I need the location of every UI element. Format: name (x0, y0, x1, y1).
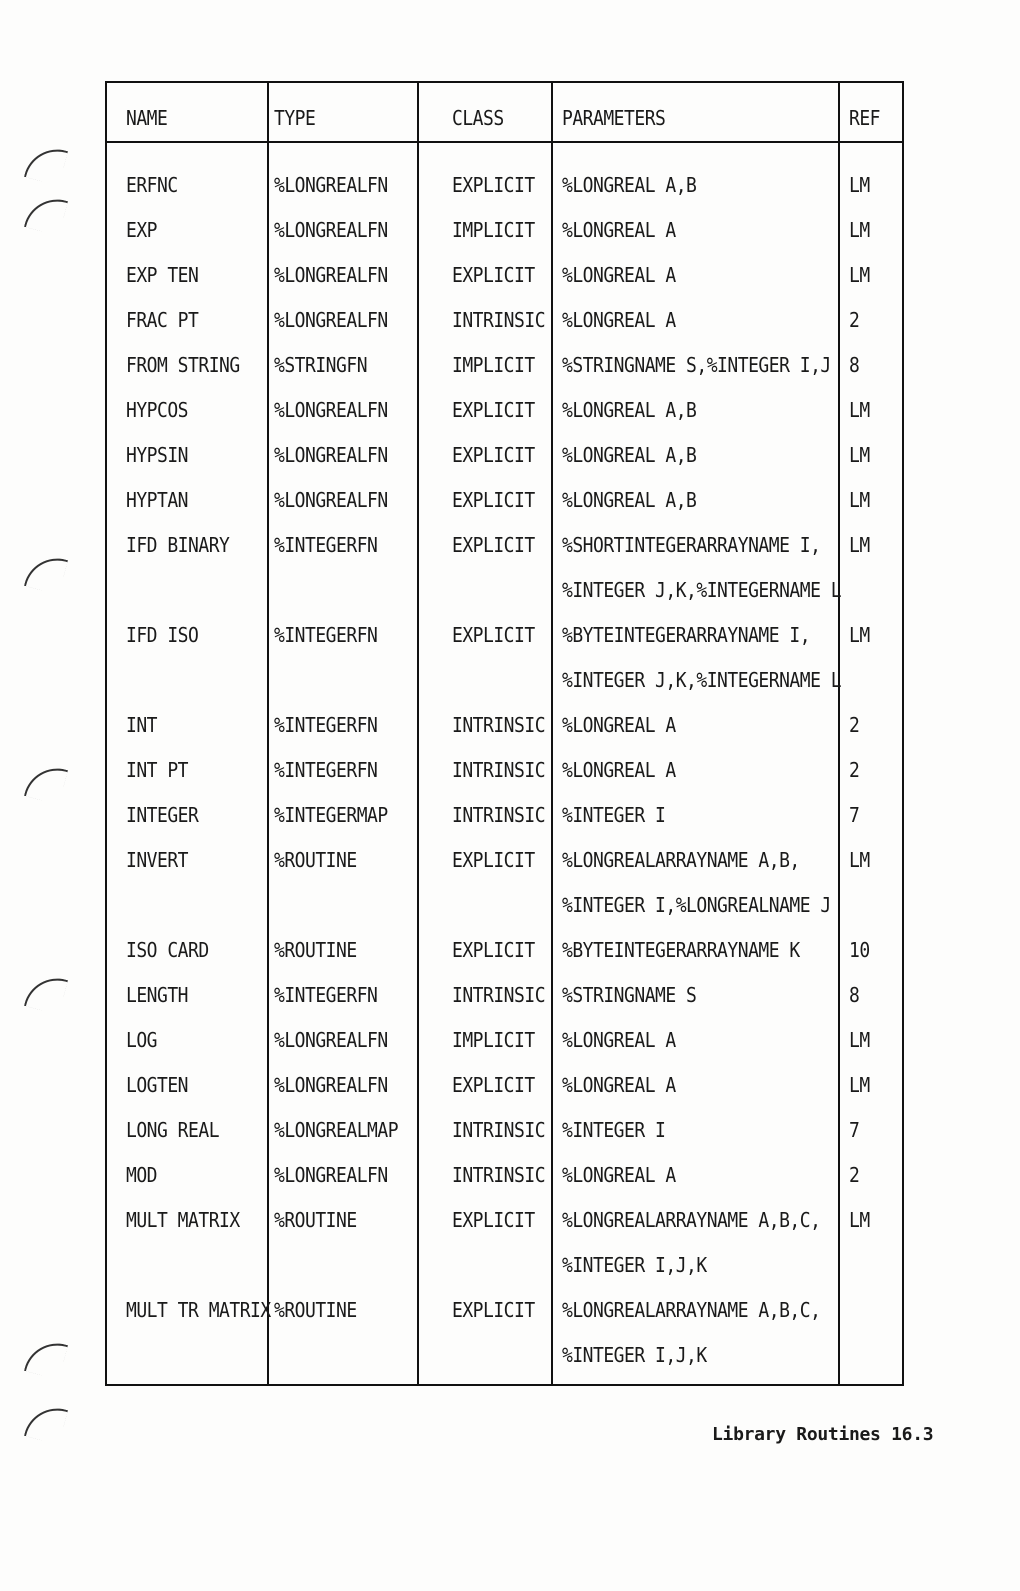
cell-ref: LM (849, 219, 870, 243)
cell-parameters: %LONGREAL A (562, 759, 676, 783)
cell-class: EXPLICIT (452, 939, 535, 963)
cell-class: IMPLICIT (452, 219, 535, 243)
cell-class: INTRINSIC (452, 984, 546, 1008)
cell-ref: LM (849, 1029, 870, 1053)
cell-name: IFD BINARY (126, 534, 230, 558)
punch-mark (24, 551, 68, 595)
cell-ref: LM (849, 624, 870, 648)
cell-class: INTRINSIC (452, 1119, 546, 1143)
cell-name: LONG REAL (126, 1119, 220, 1143)
cell-type: %INTEGERFN (274, 624, 378, 648)
cell-parameters: %LONGREAL A,B (562, 399, 697, 423)
cell-ref: 2 (849, 759, 860, 783)
cell-parameters: %SHORTINTEGERARRAYNAME I, (562, 534, 821, 558)
cell-class: EXPLICIT (452, 624, 535, 648)
cell-parameters: %LONGREAL A (562, 309, 676, 333)
cell-ref: LM (849, 1074, 870, 1098)
cell-name: INT (126, 714, 158, 738)
cell-name: INT PT (126, 759, 189, 783)
cell-parameters: %INTEGER I,%LONGREALNAME J (562, 894, 831, 918)
cell-type: %STRINGFN (274, 354, 368, 378)
cell-type: %INTEGERFN (274, 534, 378, 558)
cell-parameters: %INTEGER I (562, 1119, 666, 1143)
cell-class: EXPLICIT (452, 849, 535, 873)
cell-type: %INTEGERFN (274, 714, 378, 738)
cell-parameters: %INTEGER J,K,%INTEGERNAME L (562, 579, 842, 603)
cell-name: LOG (126, 1029, 158, 1053)
cell-name: LENGTH (126, 984, 189, 1008)
cell-parameters: %LONGREAL A (562, 219, 676, 243)
cell-type: %LONGREALFN (274, 399, 388, 423)
cell-ref: LM (849, 399, 870, 423)
cell-class: EXPLICIT (452, 264, 535, 288)
punch-mark (24, 1336, 68, 1380)
cell-type: %LONGREALFN (274, 1029, 388, 1053)
cell-name: EXP TEN (126, 264, 199, 288)
cell-ref: LM (849, 174, 870, 198)
cell-class: EXPLICIT (452, 534, 535, 558)
cell-name: INVERT (126, 849, 189, 873)
header-ref: REF (849, 107, 881, 131)
cell-class: EXPLICIT (452, 444, 535, 468)
cell-name: EXP (126, 219, 158, 243)
cell-class: EXPLICIT (452, 1074, 535, 1098)
header-type: TYPE (274, 107, 316, 131)
header-class: CLASS (452, 107, 504, 131)
cell-ref: LM (849, 1209, 870, 1233)
cell-class: INTRINSIC (452, 804, 546, 828)
cell-parameters: %STRINGNAME S,%INTEGER I,J (562, 354, 831, 378)
cell-ref: 2 (849, 714, 860, 738)
cell-ref: LM (849, 444, 870, 468)
cell-parameters: %LONGREAL A (562, 1074, 676, 1098)
cell-parameters: %LONGREAL A (562, 1164, 676, 1188)
punch-mark (24, 1401, 68, 1445)
cell-ref: LM (849, 264, 870, 288)
cell-ref: 7 (849, 1119, 860, 1143)
cell-parameters: %INTEGER I,J,K (562, 1344, 707, 1368)
cell-type: %INTEGERFN (274, 984, 378, 1008)
cell-type: %LONGREALFN (274, 174, 388, 198)
header-parameters: PARAMETERS (562, 107, 666, 131)
cell-name: HYPTAN (126, 489, 189, 513)
cell-ref: LM (849, 849, 870, 873)
cell-class: INTRINSIC (452, 1164, 546, 1188)
header-divider (107, 141, 902, 143)
cell-class: INTRINSIC (452, 714, 546, 738)
cell-ref: 8 (849, 354, 860, 378)
header-name: NAME (126, 107, 168, 131)
cell-parameters: %BYTEINTEGERARRAYNAME K (562, 939, 800, 963)
cell-type: %LONGREALFN (274, 444, 388, 468)
cell-name: ERFNC (126, 174, 178, 198)
cell-parameters: %LONGREAL A,B (562, 489, 697, 513)
cell-parameters: %INTEGER I,J,K (562, 1254, 707, 1278)
cell-type: %LONGREALFN (274, 309, 388, 333)
cell-name: MOD (126, 1164, 158, 1188)
punch-mark (24, 761, 68, 805)
library-routines-table (105, 81, 904, 1386)
cell-class: EXPLICIT (452, 1299, 535, 1323)
cell-name: FRAC PT (126, 309, 199, 333)
punch-mark (24, 142, 68, 186)
cell-name: LOGTEN (126, 1074, 189, 1098)
cell-parameters: %LONGREAL A (562, 714, 676, 738)
column-divider (551, 83, 553, 1384)
cell-name: HYPCOS (126, 399, 189, 423)
column-divider (838, 83, 840, 1384)
cell-name: FROM STRING (126, 354, 240, 378)
cell-parameters: %BYTEINTEGERARRAYNAME I, (562, 624, 811, 648)
cell-parameters: %INTEGER I (562, 804, 666, 828)
cell-parameters: %LONGREALARRAYNAME A,B, (562, 849, 800, 873)
cell-ref: 10 (849, 939, 870, 963)
cell-type: %ROUTINE (274, 1209, 357, 1233)
cell-ref: 2 (849, 309, 860, 333)
cell-class: INTRINSIC (452, 759, 546, 783)
cell-type: %INTEGERFN (274, 759, 378, 783)
cell-type: %ROUTINE (274, 849, 357, 873)
cell-class: EXPLICIT (452, 174, 535, 198)
cell-ref: LM (849, 534, 870, 558)
cell-type: %INTEGERMAP (274, 804, 388, 828)
punch-mark (24, 192, 68, 236)
cell-class: IMPLICIT (452, 1029, 535, 1053)
cell-type: %ROUTINE (274, 939, 357, 963)
cell-parameters: %LONGREALARRAYNAME A,B,C, (562, 1209, 821, 1233)
cell-parameters: %LONGREAL A (562, 1029, 676, 1053)
cell-name: IFD ISO (126, 624, 199, 648)
cell-class: EXPLICIT (452, 489, 535, 513)
cell-class: EXPLICIT (452, 1209, 535, 1233)
cell-parameters: %STRINGNAME S (562, 984, 697, 1008)
cell-type: %LONGREALFN (274, 1164, 388, 1188)
cell-parameters: %LONGREAL A,B (562, 444, 697, 468)
cell-name: INTEGER (126, 804, 199, 828)
column-divider (417, 83, 419, 1384)
cell-ref: 7 (849, 804, 860, 828)
cell-name: MULT TR MATRIX (126, 1299, 271, 1323)
cell-name: HYPSIN (126, 444, 189, 468)
column-divider (267, 83, 269, 1384)
cell-ref: LM (849, 489, 870, 513)
cell-type: %LONGREALFN (274, 264, 388, 288)
cell-type: %LONGREALFN (274, 219, 388, 243)
cell-parameters: %LONGREALARRAYNAME A,B,C, (562, 1299, 821, 1323)
cell-name: ISO CARD (126, 939, 209, 963)
cell-parameters: %LONGREAL A (562, 264, 676, 288)
page-footer: Library Routines 16.3 (712, 1424, 934, 1445)
cell-class: IMPLICIT (452, 354, 535, 378)
cell-ref: 8 (849, 984, 860, 1008)
cell-ref: 2 (849, 1164, 860, 1188)
cell-name: MULT MATRIX (126, 1209, 240, 1233)
cell-type: %LONGREALFN (274, 1074, 388, 1098)
punch-mark (24, 971, 68, 1015)
cell-type: %LONGREALFN (274, 489, 388, 513)
cell-class: INTRINSIC (452, 309, 546, 333)
cell-parameters: %LONGREAL A,B (562, 174, 697, 198)
cell-type: %LONGREALMAP (274, 1119, 399, 1143)
cell-type: %ROUTINE (274, 1299, 357, 1323)
cell-class: EXPLICIT (452, 399, 535, 423)
cell-parameters: %INTEGER J,K,%INTEGERNAME L (562, 669, 842, 693)
